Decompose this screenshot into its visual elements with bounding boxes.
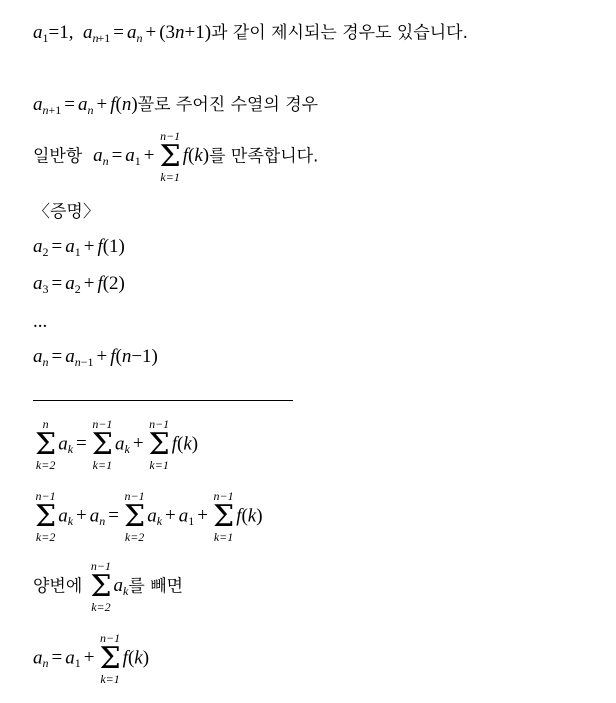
general-term-line: [33, 130, 318, 184]
intro-text: 과 같이 제시되는 경우도 있습니다.: [211, 23, 468, 43]
subtract-prefix: 양변에: [33, 576, 83, 597]
sum-equation-1: n Σ k=2 $a_k$ = n−1 Σ k=1 $a_k$ + n−1 Σ k=1 f(k): [35, 417, 199, 472]
final-result: $a_n = a_1$ + n−1 Σ k=1 f(k): [33, 631, 150, 686]
proof-step-2: $a_2 = a_1 + f(1)$: [33, 236, 125, 259]
recurrence-example: $a_1=1$, $a_{n+1} = a_n + (3n+1)$: [33, 22, 212, 45]
recurrence-form: $a_{n+1} = a_n + f(n)$: [33, 94, 138, 117]
proof-step-n: $a_n = a_{n-1} + f(n-1)$: [33, 346, 158, 369]
section-heading-line: [33, 92, 318, 118]
general-term-suffix: 를 만족합니다.: [209, 146, 319, 167]
proof-step-3: $a_3 = a_2 + f(2)$: [33, 273, 125, 296]
sum-divider-line: [33, 400, 293, 401]
general-term-formula: $a_n = a_1$ + n−1 Σ k=1 f(k): [93, 129, 210, 184]
proof-label: 〈증명〉: [33, 202, 100, 222]
section-heading-text: 꼴로 주어진 수열의 경우: [137, 95, 319, 115]
general-term-prefix: 일반항: [33, 146, 83, 167]
intro-line: [33, 20, 468, 46]
subtract-line: 양변에 n−1 Σ k=2 $a_k$를 빼면: [33, 559, 184, 614]
sum-equation-2: n−1 Σ k=2 $a_k + a_n$ = n−1 Σ k=2 $a_k + a_1$ + n−1 Σ k=1 f(k): [35, 489, 263, 544]
proof-ellipsis: ...: [33, 311, 48, 332]
sum-symbol: n−1 Σ k=1: [159, 129, 181, 184]
subtract-suffix: 를 빼면: [128, 576, 184, 597]
